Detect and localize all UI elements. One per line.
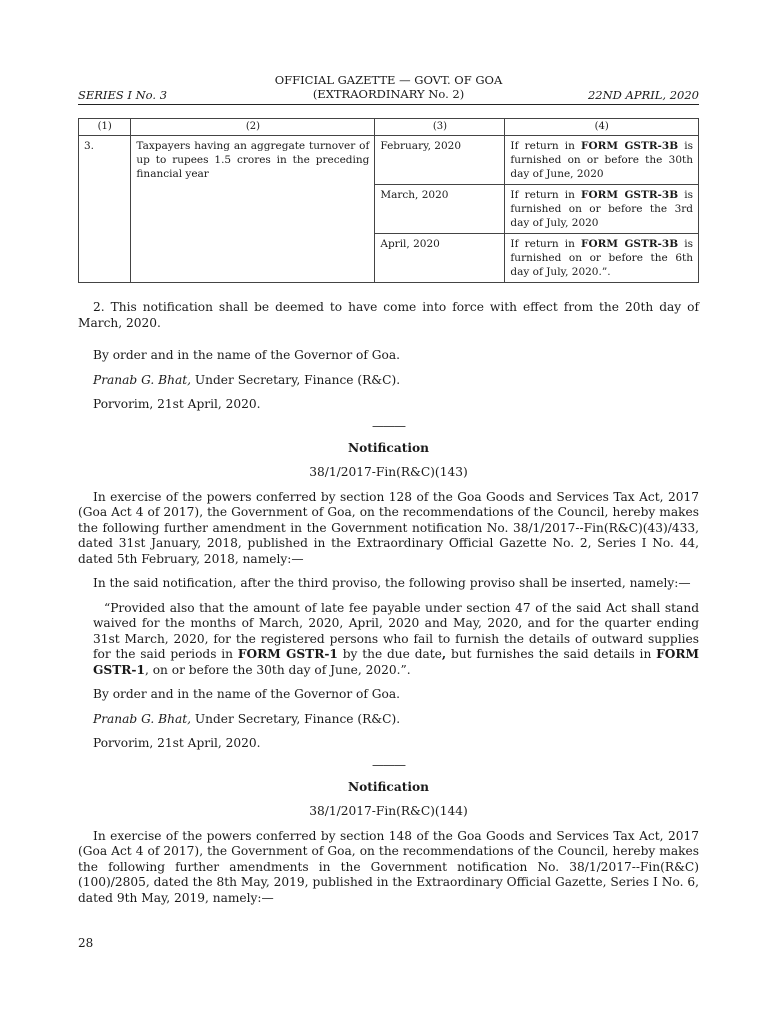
table-row	[79, 136, 699, 185]
place-date: Porvorim, 21st April, 2020.	[93, 397, 261, 411]
condition-cell	[505, 136, 699, 185]
col-header-1: (1)	[79, 119, 131, 136]
col-header-2: (2)	[131, 119, 375, 136]
signature-line	[78, 712, 699, 728]
notification-heading: Notification	[348, 440, 429, 455]
page-number: 28	[78, 936, 94, 950]
quote-text: ,	[441, 647, 447, 661]
condition-text: is furnished on or before the 6th day of July, 2020.”.	[510, 238, 694, 278]
month-cell: April, 2020	[375, 234, 505, 283]
order-line: By order and in the name of the Governor of Goa.	[93, 687, 400, 701]
quote-text: , on or before the 30th day of June, 2020.”.	[144, 662, 411, 677]
signatory-title: Under Secretary, Finance (R&C).	[190, 711, 401, 726]
condition-text: is furnished on or before the 3rd day of July, 2020	[510, 189, 694, 229]
order-line: By order and in the name of the Governor of Goa.	[93, 348, 400, 362]
form-name: FORM GSTR-3B	[581, 189, 679, 201]
schedule-table	[78, 118, 699, 283]
notification-number: 38/1/2017-Fin(R&C)(144)	[309, 804, 468, 818]
quote-text: by the due date	[337, 647, 442, 661]
section-divider: ———	[372, 757, 405, 772]
table-header-row	[79, 119, 699, 136]
form-name: FORM GSTR-3B	[581, 140, 679, 152]
signature-line	[78, 373, 699, 389]
form-name: FORM GSTR-1	[237, 647, 338, 661]
form-name: FORM GSTR-1	[93, 647, 700, 677]
notification-body: In exercise of the powers conferred by section 128 of the Goa Goods and Services Tax Act, 2017 (Goa Act 4 of 2017), the Government of Goa, on the recommendations of the Council, hereby makes the following further amendment in the Government notification No. 38/1/2017--Fin(R&C)(43)/433, dated 31st January, 2018, published in the Extraordinary Official Gazette No. 2, Series I No. 44, dated 5th February, 2018, namely:—	[78, 489, 699, 566]
condition-text: is furnished on or before the 30th day of June, 2020	[510, 140, 694, 180]
signatory-title: Under Secretary, Finance (R&C).	[190, 372, 401, 387]
gazette-page	[78, 72, 699, 906]
section-divider: ———	[372, 418, 405, 433]
col-header-3: (3)	[375, 119, 505, 136]
page-header	[78, 72, 699, 105]
month-cell: February, 2020	[375, 136, 505, 185]
condition-cell	[505, 234, 699, 283]
col-header-4: (4)	[505, 119, 699, 136]
form-name: FORM GSTR-3B	[581, 238, 679, 250]
notification-number: 38/1/2017-Fin(R&C)(143)	[309, 465, 468, 479]
condition-text: If return in	[510, 140, 582, 152]
signatory-name: Pranab G. Bhat,	[93, 372, 191, 387]
taxpayers-cell: Taxpayers having an aggregate turnover of up to rupees 1.5 crores in the preceding financial year	[131, 136, 375, 283]
place-date: Porvorim, 21st April, 2020.	[93, 736, 261, 750]
paragraph-2: 2. This notification shall be deemed to have come into force with effect from the 20th day of March, 2020.	[78, 300, 699, 330]
month-cell: March, 2020	[375, 185, 505, 234]
series-label: SERIES I No. 3	[78, 88, 168, 102]
condition-text: If return in	[510, 189, 582, 201]
condition-cell	[505, 185, 699, 234]
proviso-quote	[78, 601, 699, 679]
serial-number-cell: 3.	[79, 136, 131, 283]
gazette-subtitle: (EXTRAORDINARY No. 2)	[312, 87, 465, 101]
notification-body: In the said notification, after the third proviso, the following proviso shall be inserted, namely:—	[93, 576, 691, 590]
issue-date: 22ND APRIL, 2020	[587, 88, 699, 102]
notification-heading: Notification	[348, 779, 429, 794]
quote-text: “Provided also that the amount of late fee payable under section 47 of the said Act shall stand waived for the months of March, 2020, April, 2020 and May, 2020, and for the quarter ending 31st March, 2020, for the registered persons who fail to furnish the details of outward supplies for the said periods in	[93, 600, 699, 661]
notification-body: In exercise of the powers conferred by section 148 of the Goa Goods and Services Tax Act, 2017 (Goa Act 4 of 2017), the Government of Goa, on the recommendations of the Council, hereby makes the following further amendments in the Government notification No. 38/1/2017--Fin(R&C)(100)/2805, dated the 8th May, 2019, published in the Extraordinary Official Gazette, Series I No. 6, dated 9th May, 2019, namely:—	[78, 828, 699, 905]
condition-text: If return in	[510, 238, 582, 250]
quote-text: but furnishes the said details in	[446, 647, 657, 661]
gazette-title: OFFICIAL GAZETTE — GOVT. OF GOA	[274, 73, 503, 87]
signatory-name: Pranab G. Bhat,	[93, 711, 191, 726]
